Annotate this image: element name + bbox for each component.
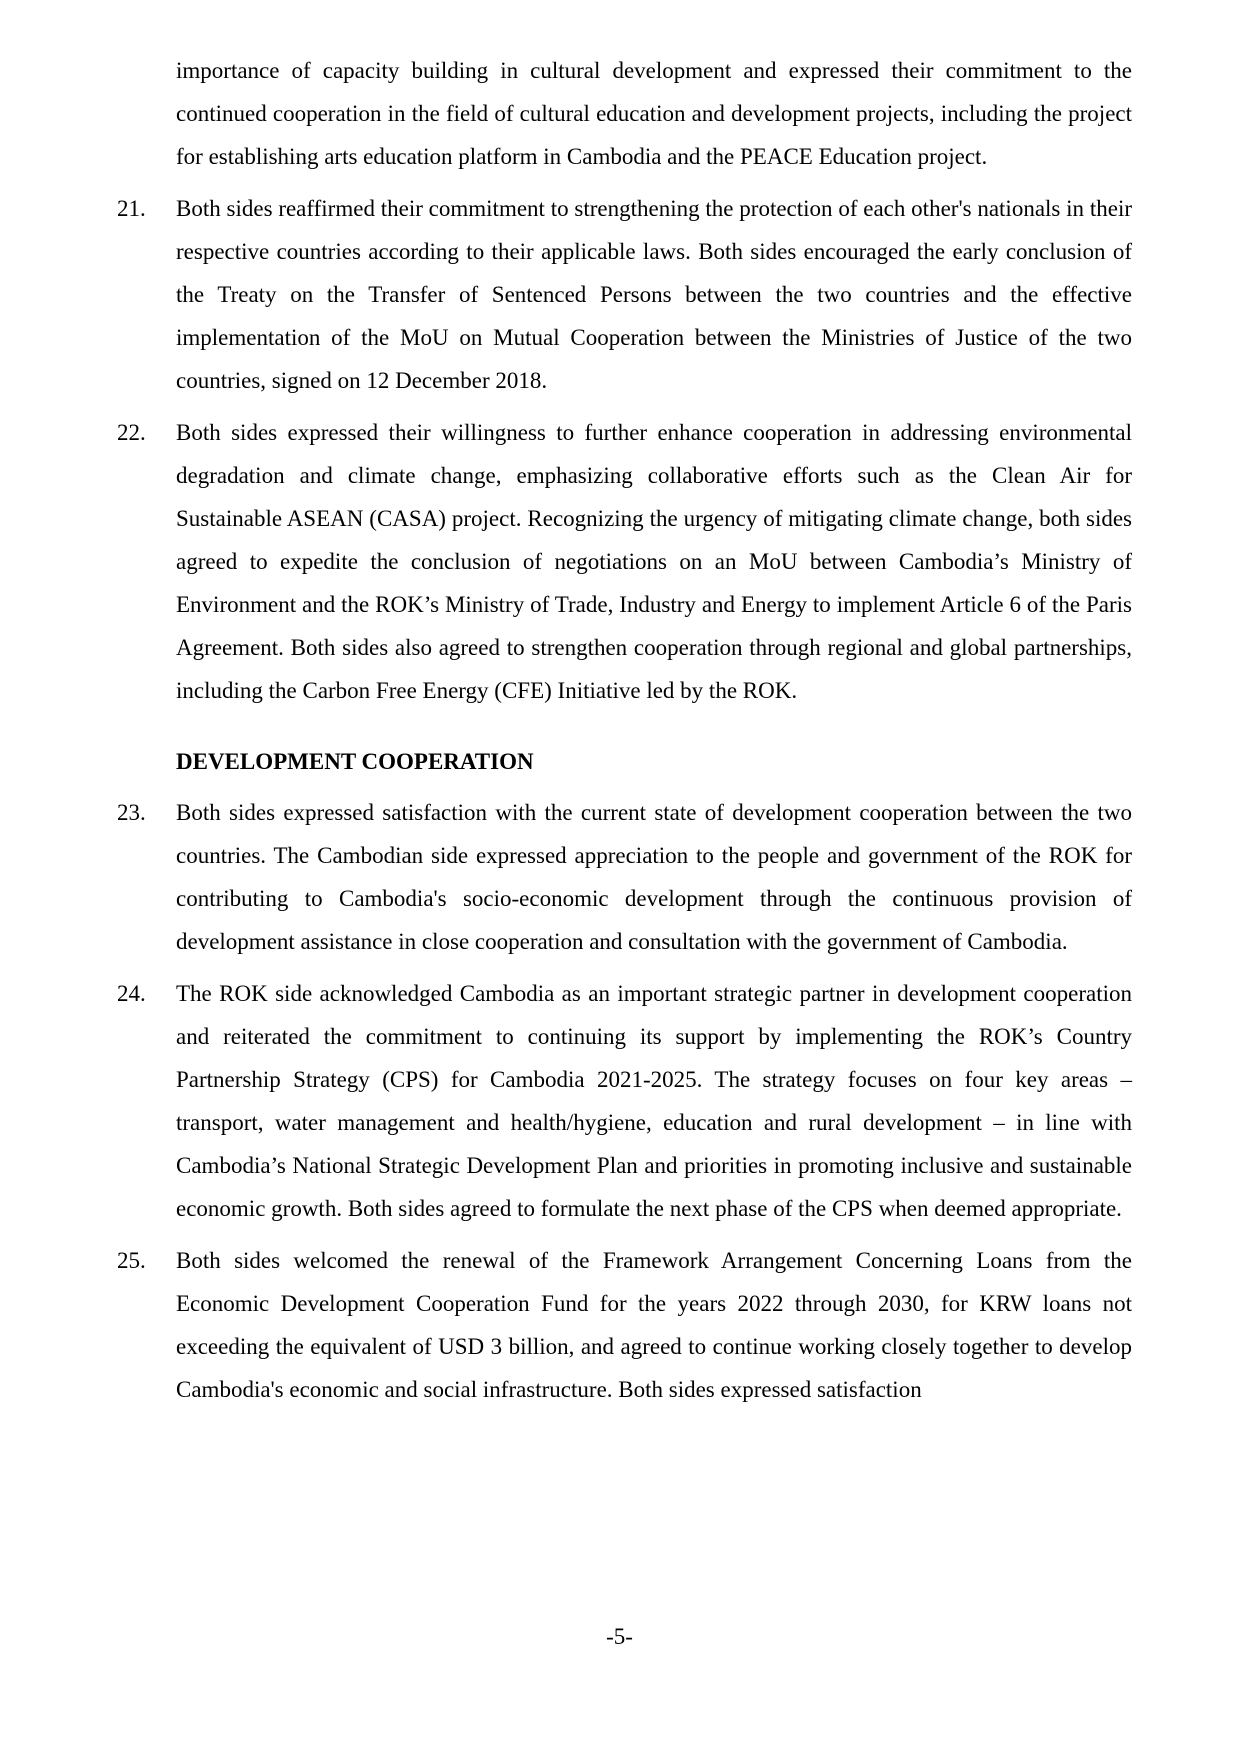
paragraph-text: importance of capacity building in cultural development and expressed their commitment to the continued cooperation in the field of cultural education and development projects, including the project for establishing arts education platform in Cambodia and the PEACE Education project. — [176, 58, 1132, 169]
paragraph-number: 22. — [117, 420, 146, 445]
paragraph-25 — [117, 1239, 1132, 1411]
paragraph-text: Both sides expressed satisfaction with the current state of development cooperation between the two countries. The Cambodian side expressed appreciation to the people and government of the ROK for contributing to Cambodia's socio-economic development through the continuous provision of development assistance in close cooperation and consultation with the government of Cambodia. — [176, 800, 1132, 954]
paragraph-text: The ROK side acknowledged Cambodia as an important strategic partner in development cooperation and reiterated the commitment to continuing its support by implementing the ROK’s Country Partnership Strategy (CPS) for Cambodia 2021-2025. The strategy focuses on four key areas – transport, water management and health/hygiene, education and rural development – in line with Cambodia’s National Strategic Development Plan and priorities in promoting inclusive and sustainable economic growth. Both sides agreed to formulate the next phase of the CPS when deemed appropriate. — [176, 981, 1132, 1221]
paragraph-21 — [117, 187, 1132, 402]
paragraph-number: 25. — [117, 1248, 146, 1273]
paragraph-20-continuation — [117, 49, 1132, 178]
paragraph-number: 21. — [117, 196, 146, 221]
document-body — [117, 49, 1132, 1420]
paragraph-number: 24. — [117, 981, 146, 1006]
paragraph-24 — [117, 972, 1132, 1230]
paragraph-text: Both sides reaffirmed their commitment to strengthening the protection of each other's nationals in their respective countries according to their applicable laws. Both sides encouraged the early conclusion of the Treaty on the Transfer of Sentenced Persons between the two countries and the effective implementation of the MoU on Mutual Cooperation between the Ministries of Justice of the two countries, signed on 12 December 2018. — [176, 196, 1132, 393]
paragraph-number: 23. — [117, 800, 146, 825]
paragraph-23 — [117, 791, 1132, 963]
paragraph-text: Both sides expressed their willingness to further enhance cooperation in addressing environmental degradation and climate change, emphasizing collaborative efforts such as the Clean Air for Sustainable ASEAN (CASA) project. Recognizing the urgency of mitigating climate change, both sides agreed to expedite the conclusion of negotiations on an MoU between Cambodia’s Ministry of Environment and the ROK’s Ministry of Trade, Industry and Energy to implement Article 6 of the Paris Agreement. Both sides also agreed to strengthen cooperation through regional and global partnerships, including the Carbon Free Energy (CFE) Initiative led by the ROK. — [176, 420, 1132, 703]
page-number: -5- — [606, 1624, 633, 1649]
section-heading-development-cooperation: DEVELOPMENT COOPERATION — [176, 749, 534, 774]
paragraph-text: Both sides welcomed the renewal of the Framework Arrangement Concerning Loans from the Economic Development Cooperation Fund for the years 2022 through 2030, for KRW loans not exceeding the equivalent of USD 3 billion, and agreed to continue working closely together to develop Cambodia's economic and social infrastructure. Both sides expressed satisfaction — [176, 1248, 1132, 1402]
paragraph-22 — [117, 411, 1132, 712]
